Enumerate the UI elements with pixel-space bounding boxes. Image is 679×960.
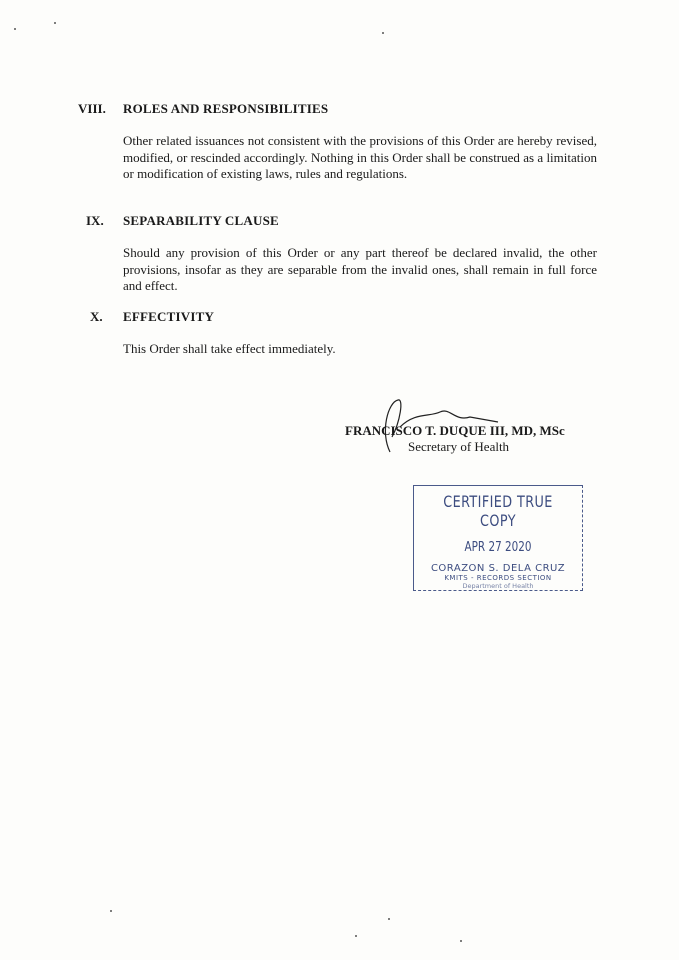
section-body: This Order shall take effect immediately. — [123, 341, 336, 356]
section-number: X. — [90, 309, 103, 324]
scan-speck — [382, 32, 384, 34]
scan-speck — [14, 28, 16, 30]
scan-speck — [54, 22, 56, 24]
stamp-department: Department of Health — [462, 582, 534, 590]
stamp-date: APR 27 2020 — [464, 540, 532, 555]
scan-speck — [110, 910, 112, 912]
section-title: SEPARABILITY CLAUSE — [123, 213, 279, 228]
section-title: EFFECTIVITY — [123, 309, 215, 324]
signatory-title: Secretary of Health — [408, 439, 510, 454]
section-number: IX. — [86, 213, 104, 228]
section-number: VIII. — [78, 101, 106, 116]
stamp-heading: CERTIFIED TRUE COPY — [443, 492, 553, 530]
stamp-name: CORAZON S. DELA CRUZ — [430, 563, 566, 574]
section-body: Other related issuances not consistent with the provisions of this Order are hereby revised, modified, or rescinded accordingly. Nothing in this Order shall be construed as a limitation or modification of existing laws, rules and regulations. — [123, 133, 597, 181]
scan-speck — [388, 918, 390, 920]
scan-speck — [460, 940, 462, 942]
signatory-name: FRANCISCO T. DUQUE III, MD, MSc — [345, 423, 565, 438]
certified-true-copy-stamp — [413, 485, 583, 591]
section-body: Should any provision of this Order or any part thereof be declared invalid, the other provisions, insofar as they are separable from the invalid ones, shall remain in full force and effect. — [123, 245, 597, 293]
stamp-office: KMITS - RECORDS SECTION — [444, 574, 552, 582]
scan-speck — [355, 935, 357, 937]
section-title: ROLES AND RESPONSIBILITIES — [123, 101, 329, 116]
